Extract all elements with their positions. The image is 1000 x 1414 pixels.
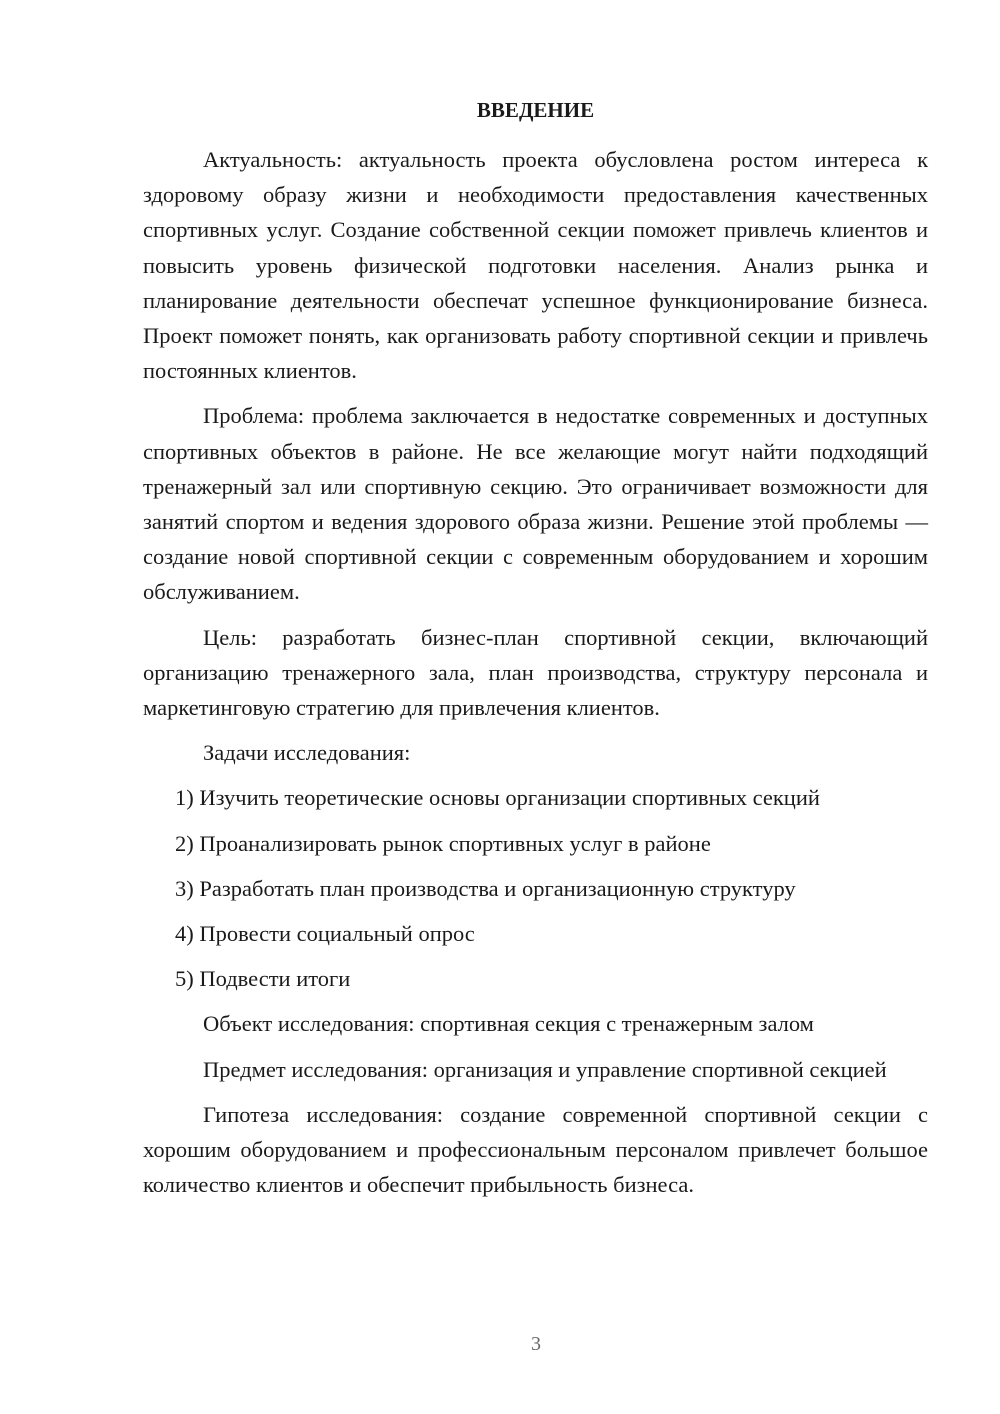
paragraph-tasks-intro: Задачи исследования: — [203, 740, 411, 766]
list-item: 2) Проанализировать рынок спортивных услуг в районе — [175, 830, 711, 856]
page-content — [143, 94, 928, 1212]
paragraph-object: Объект исследования: спортивная секция с тренажерным залом — [203, 1011, 814, 1037]
paragraph-goal: Цель: разработать бизнес-план спортивной секции, включающий организацию тренажерного зала, план производства, структуру персонала и маркетинговую стратегию для привлечения клиентов. — [143, 624, 928, 721]
paragraph-relevance: Актуальность: актуальность проекта обусловлена ростом интереса к здоровому образу жизни и необходимости предоставления качественных спортивных услуг. Создание собственной секции поможет привлечь клиентов и повысить уровень физической подготовки населения. Анализ рынка и планирование деятельности обеспечат успешное функционирование бизнеса. Проект поможет понять, как организовать работу спортивной секции и привлечь постоянных клиентов. — [143, 147, 928, 384]
list-item: 4) Провести социальный опрос — [175, 921, 475, 947]
paragraph-subject: Предмет исследования: организация и управление спортивной секцией — [203, 1056, 887, 1082]
section-heading: ВВЕДЕНИЕ — [476, 98, 595, 122]
list-item: 3) Разработать план производства и организационную структуру — [175, 875, 796, 901]
list-item: 5) Подвести итоги — [175, 966, 351, 992]
paragraph-hypothesis: Гипотеза исследования: создание современной спортивной секции с хорошим оборудованием и профессиональным персоналом привлечет большое количество клиентов и обеспечит прибыльность бизнеса. — [143, 1101, 928, 1198]
paragraph-problem: Проблема: проблема заключается в недостатке современных и доступных спортивных объектов в районе. Не все желающие могут найти подходящий тренажерный зал или спортивную секцию. Это ограничивает возможности для занятий спортом и ведения здорового образа жизни. Решение этой проблемы — создание новой спортивной секции с современным оборудованием и хорошим обслуживанием. — [143, 403, 928, 605]
list-item: 1) Изучить теоретические основы организации спортивных секций — [175, 785, 820, 811]
page-number: 3 — [531, 1333, 541, 1355]
tasks-list — [143, 780, 928, 996]
